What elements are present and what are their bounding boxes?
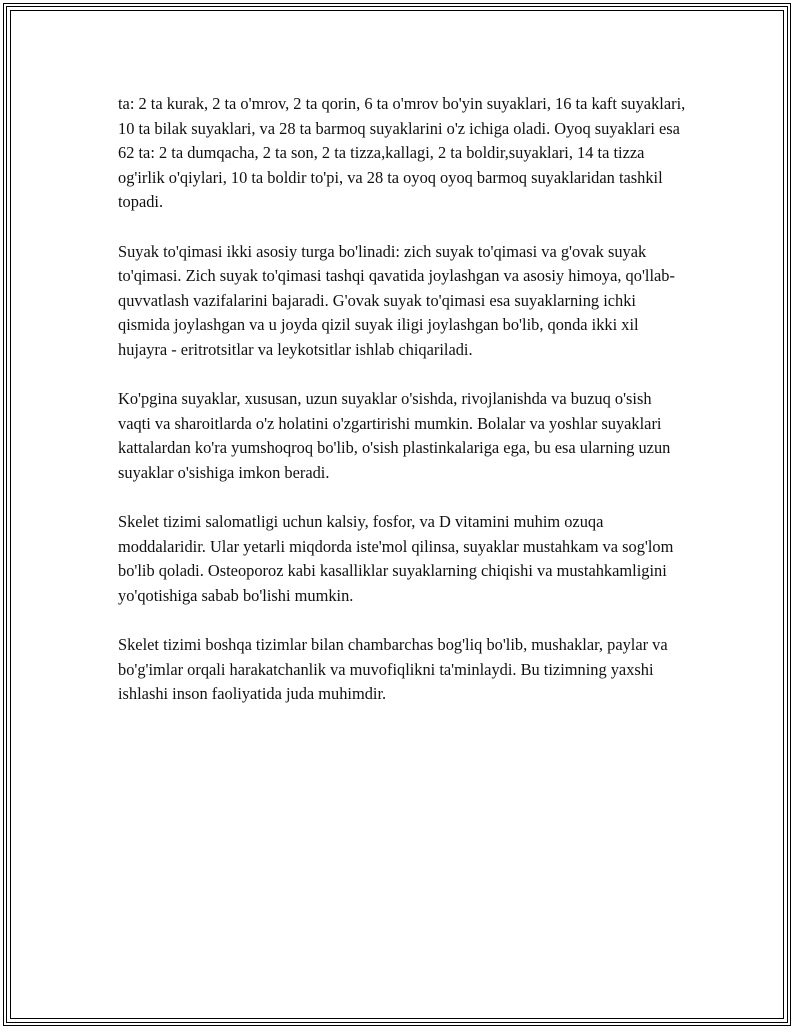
paragraph-skeleton-bones-count: ta: 2 ta kurak, 2 ta o'mrov, 2 ta qorin, 6 ta o'mrov bo'yin suyaklari, 16 ta kaft suyaklari, 10 ta bilak suyaklari, va 28 ta barmoq suyaklarini o'z ichiga oladi. Oyoq suyaklari esa 62 ta: 2 ta dumqacha, 2 ta son, 2 ta tizza,kallagi, 2 ta boldir,suyaklari, 14 ta tizza og'irlik o'qiylari, 10 ta boldir to'pi, va 28 ta oyoq oyoq barmoq suyaklaridan tashkil topadi. [118, 94, 686, 212]
paragraph-bone-tissue-types: Suyak to'qimasi ikki asosiy turga bo'linadi: zich suyak to'qimasi va g'ovak suyak to'qimasi. Zich suyak to'qimasi tashqi qavatida joylashgan va asosiy himoya, qo'llab-quvvatlash vazifalarini bajaradi. G'ovak suyak to'qimasi esa suyaklarning ichki qismida joylashgan va u joyda qizil suyak iligi joylashgan bo'lib, qonda ikki xil hujayra - eritrotsitlar va leykotsitlar ishlab chiqariladi. [118, 241, 675, 359]
paragraph-skeletal-nutrition: Skelet tizimi salomatligi uchun kalsiy, fosfor, va D vitamini muhim ozuqa moddalaridir. Ular yetarli miqdorda iste'mol qilinsa, suyaklar mustahkam va sog'lom bo'lib qoladi. Osteoporoz kabi kasalliklar suyaklarning chiqishi va mustahkamligini yo'qotishiga sabab bo'lishi mumkin. [118, 512, 674, 605]
paragraph-skeletal-system-links: Skelet tizimi boshqa tizimlar bilan chambarchas bog'liq bo'lib, mushaklar, paylar va bo'g'imlar orqali harakatchanlik va muvofiqlikni ta'minlaydi. Bu tizimning yaxshi ishlashi inson faoliyatida juda muhimdir. [118, 635, 668, 704]
document-body [118, 92, 688, 731]
paragraph-bone-growth: Ko'pgina suyaklar, xususan, uzun suyaklar o'sishda, rivojlanishda va buzuq o'sish vaqti va sharoitlarda o'z holatini o'zgartirishi mumkin. Bolalar va yoshlar suyaklari kattalardan ko'ra yumshoqroq bo'lib, o'sish plastinkalariga ega, bu esa ularning uzun suyaklar o'sishiga imkon beradi. [118, 389, 671, 482]
